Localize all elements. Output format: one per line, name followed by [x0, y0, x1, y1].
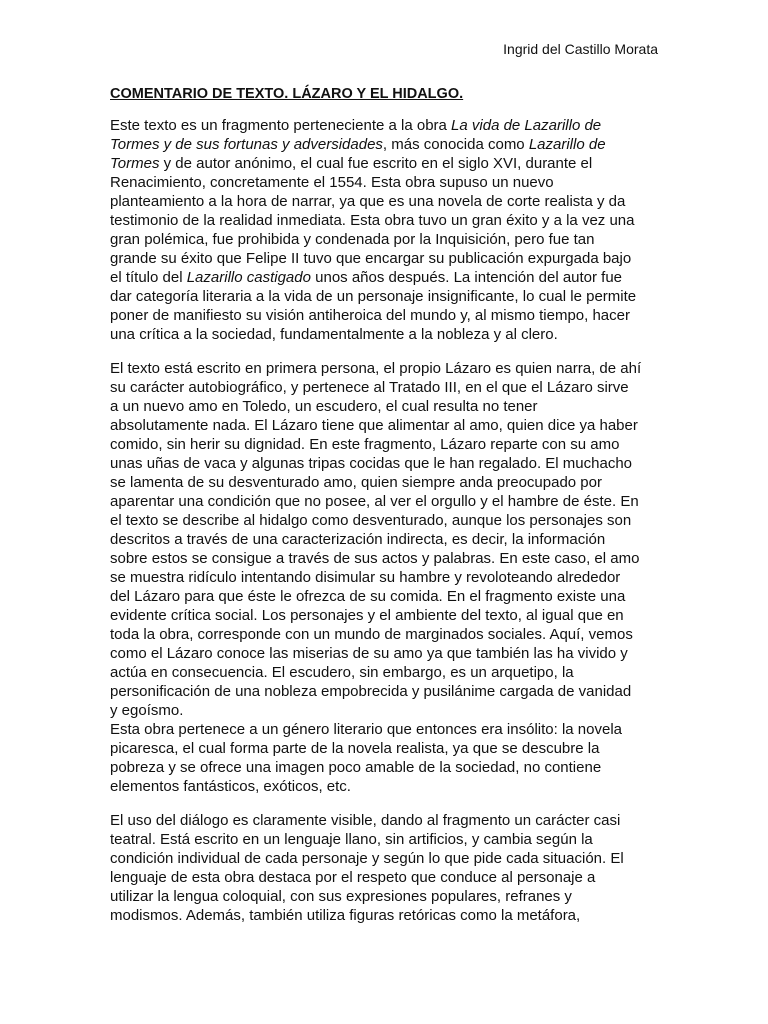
italic-text: Tormes y de sus fortunas y adversidades	[110, 136, 383, 153]
italic-text: Lazarillo castigado	[186, 269, 311, 286]
body-paragraph	[110, 116, 662, 344]
text-line	[110, 359, 662, 378]
text-segment: planteamiento a la hora de narrar, ya que es una novela de corte realista y da	[110, 193, 626, 210]
text-segment: gran polémica, fue prohibida y condenada por la Inquisición, pero fue tan	[110, 231, 595, 248]
text-segment: descritos a través de una caracterización indirecta, es decir, la información	[110, 531, 606, 548]
text-line	[110, 116, 662, 135]
text-line	[110, 473, 662, 492]
text-segment: , más conocida como	[382, 136, 529, 153]
text-segment: sobre estos se consigue a través de sus actos y palabras. En este caso, el amo	[110, 550, 640, 567]
text-segment: del Lázaro para que éste le ofrezca de su comida. En el fragmento existe una	[110, 588, 626, 605]
text-segment: unos años después. La intención del autor fue	[310, 269, 623, 286]
text-line	[110, 758, 662, 777]
italic-text: Tormes	[110, 155, 160, 172]
text-segment: personificación de una nobleza empobrecida y pusilánime cargada de vanidad	[110, 683, 632, 700]
text-line	[110, 549, 662, 568]
text-segment: lenguaje de esta obra destaca por el respeto que conduce al personaje a	[110, 869, 596, 886]
text-line	[110, 682, 662, 701]
text-line	[110, 492, 662, 511]
text-line	[110, 211, 662, 230]
text-segment: Este texto es un fragmento perteneciente a la obra	[110, 117, 452, 134]
text-segment: dar categoría literaria a la vida de un personaje insignificante, lo cual le permite	[110, 288, 637, 305]
text-segment: actúa en consecuencia. El escudero, sin embargo, es un arquetipo, la	[110, 664, 574, 681]
text-line	[110, 135, 662, 154]
text-segment: aparentar una condición que no posee, al ver el orgullo y el hambre de éste. En	[110, 493, 639, 510]
document-body	[110, 116, 662, 940]
italic-text: Lazarillo de	[528, 136, 606, 153]
text-segment: pobreza y se ofrece una imagen poco amable de la sociedad, no contiene	[110, 759, 602, 776]
text-segment: grande su éxito que Felipe II tuvo que encargar su publicación expurgada bajo	[110, 250, 632, 267]
text-line	[110, 739, 662, 758]
text-line	[110, 325, 662, 344]
text-segment: El uso del diálogo es claramente visible, dando al fragmento un carácter casi	[110, 812, 621, 829]
text-line	[110, 268, 662, 287]
text-segment: a un nuevo amo en Toledo, un escudero, el cual resulta no tener	[110, 398, 538, 415]
text-line	[110, 378, 662, 397]
text-segment: toda la obra, corresponde con un mundo de marginados sociales. Aquí, vemos	[110, 626, 633, 643]
text-line	[110, 625, 662, 644]
italic-text: La vida de Lazarillo de	[451, 117, 602, 134]
text-line	[110, 287, 662, 306]
text-line	[110, 830, 662, 849]
text-line	[110, 416, 662, 435]
text-line	[110, 192, 662, 211]
text-line	[110, 249, 662, 268]
text-segment: modismos. Además, también utiliza figuras retóricas como la metáfora,	[110, 907, 581, 924]
text-segment: testimonio de la realidad inmediata. Esta obra tuvo un gran éxito y a la vez una	[110, 212, 635, 229]
text-segment: como el Lázaro conoce las miserias de su amo ya que también las ha vivido y	[110, 645, 628, 662]
text-segment: el texto se describe al hidalgo como desventurado, aunque los personajes son	[110, 512, 632, 529]
text-line	[110, 906, 662, 925]
text-line	[110, 306, 662, 325]
text-line	[110, 720, 662, 739]
text-line	[110, 568, 662, 587]
text-segment: una crítica a la sociedad, fundamentalmente a la nobleza y al clero.	[110, 326, 558, 343]
text-segment: poner de manifiesto su visión antiheroica del mundo y, al mismo tiempo, hacer	[110, 307, 630, 324]
text-line	[110, 868, 662, 887]
text-segment: Renacimiento, concretamente el 1554. Esta obra supuso un nuevo	[110, 174, 554, 191]
text-line	[110, 587, 662, 606]
text-segment: su carácter autobiográfico, y pertenece al Tratado III, en el que el Lázaro sirve	[110, 379, 629, 396]
text-segment: se muestra ridículo intentando disimular su hambre y revoloteando alrededor	[110, 569, 621, 586]
text-line	[110, 435, 662, 454]
text-segment: el título del	[110, 269, 187, 286]
document-title: COMENTARIO DE TEXTO. LÁZARO Y EL HIDALGO.	[110, 86, 464, 102]
text-line	[110, 606, 662, 625]
text-segment: unas uñas de vaca y algunas tripas cocidas que le han regalado. El muchacho	[110, 455, 633, 472]
text-line	[110, 777, 662, 796]
text-line	[110, 454, 662, 473]
text-line	[110, 849, 662, 868]
text-segment: y de autor anónimo, el cual fue escrito en el siglo XVI, durante el	[159, 155, 593, 172]
text-line	[110, 663, 662, 682]
text-line	[110, 397, 662, 416]
text-line	[110, 154, 662, 173]
text-segment: picaresca, el cual forma parte de la novela realista, ya que se descubre la	[110, 740, 600, 757]
body-paragraph	[110, 720, 662, 796]
text-line	[110, 511, 662, 530]
text-line	[110, 530, 662, 549]
text-segment: El texto está escrito en primera persona, el propio Lázaro es quien narra, de ahí	[110, 360, 642, 377]
text-segment: condición individual de cada personaje y según lo que pide cada situación. El	[110, 850, 624, 867]
author-header: Ingrid del Castillo Morata	[503, 41, 658, 57]
text-line	[110, 644, 662, 663]
text-segment: Esta obra pertenece a un género literario que entonces era insólito: la novela	[110, 721, 622, 738]
text-segment: absolutamente nada. El Lázaro tiene que alimentar al amo, quien dice ya haber	[110, 417, 638, 434]
body-paragraph	[110, 811, 662, 925]
text-segment: y egoísmo.	[110, 702, 184, 719]
body-paragraph	[110, 359, 662, 720]
text-segment: elementos fantásticos, exóticos, etc.	[110, 778, 351, 795]
text-segment: teatral. Está escrito en un lenguaje llano, sin artificios, y cambia según la	[110, 831, 593, 848]
text-line	[110, 811, 662, 830]
text-line	[110, 701, 662, 720]
text-line	[110, 230, 662, 249]
text-segment: evidente crítica social. Los personajes y el ambiente del texto, al igual que en	[110, 607, 624, 624]
text-line	[110, 173, 662, 192]
text-segment: se lamenta de su desventurado amo, quien siempre anda preocupado por	[110, 474, 602, 491]
text-segment: comido, sin herir su dignidad. En este fragmento, Lázaro reparte con su amo	[110, 436, 620, 453]
text-segment: utilizar la lengua coloquial, con sus expresiones populares, refranes y	[110, 888, 572, 905]
text-line	[110, 887, 662, 906]
